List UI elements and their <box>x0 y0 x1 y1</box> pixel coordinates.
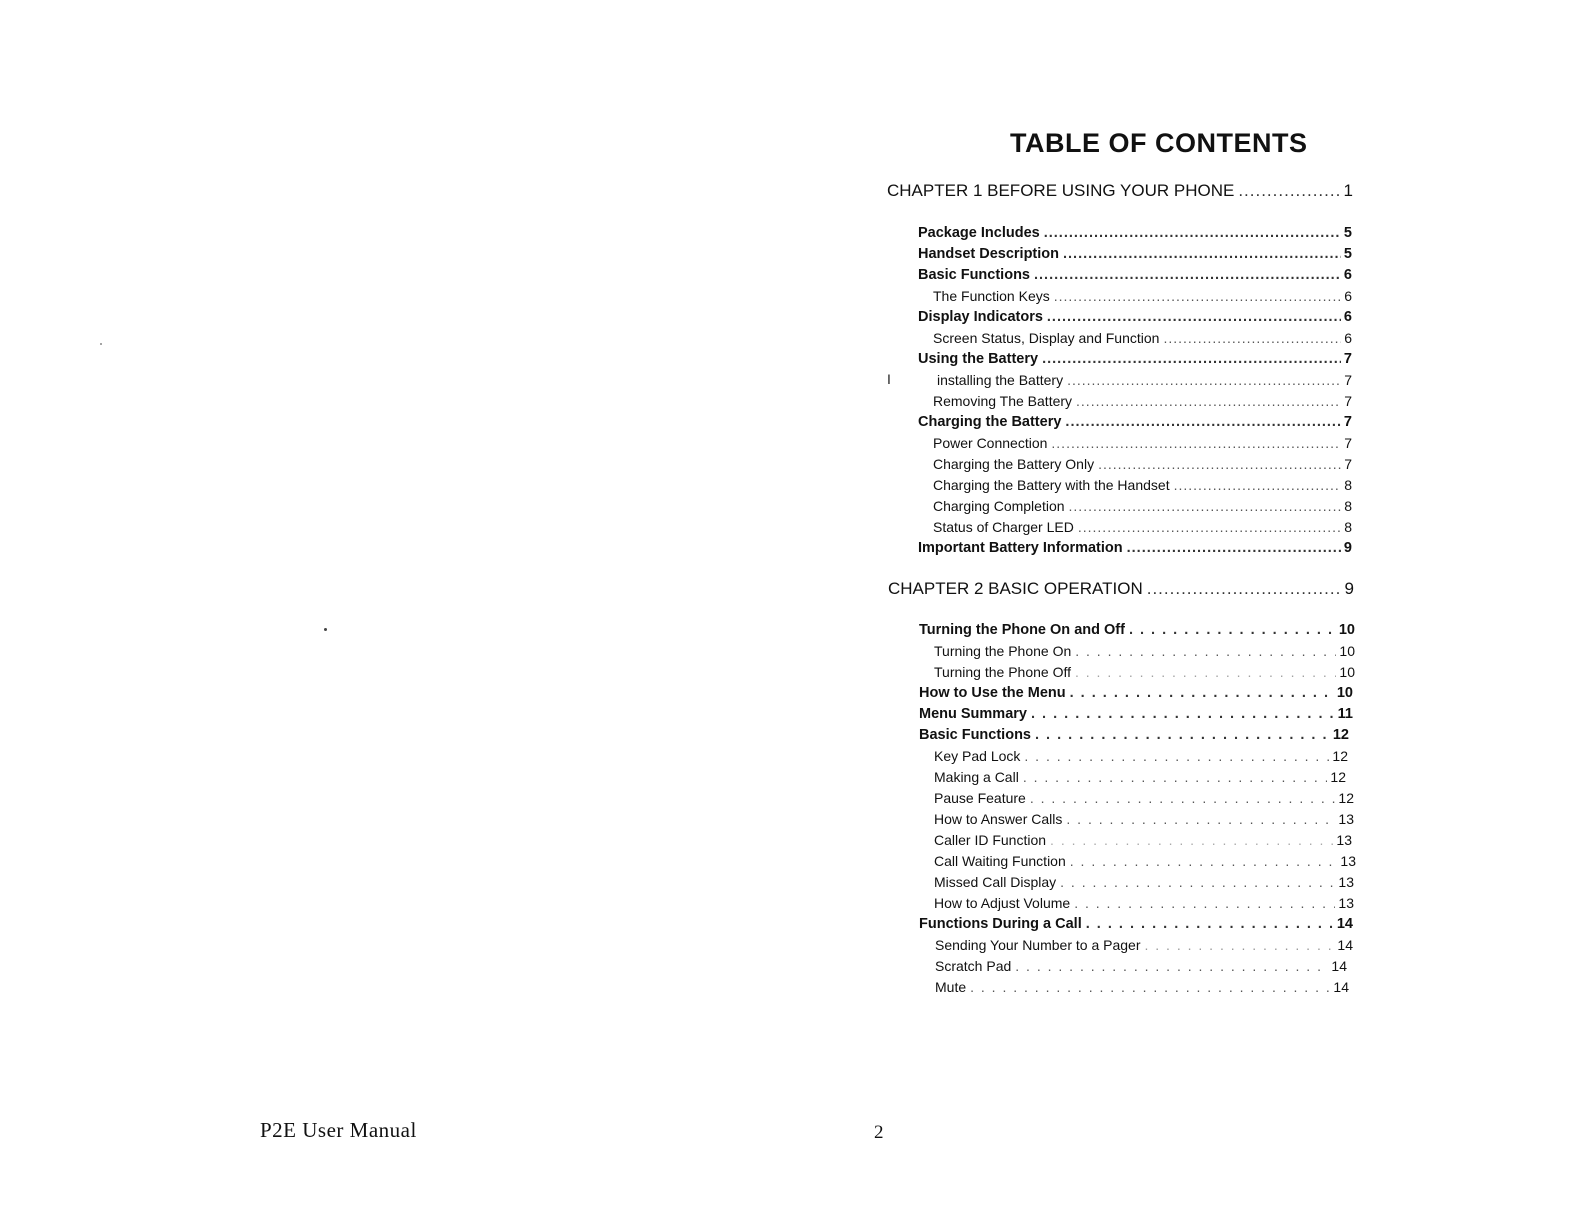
dot-leader <box>1129 622 1336 638</box>
toc-page-number: 11 <box>1337 706 1353 722</box>
toc-entry-label: Status of Charger LED <box>933 519 1074 535</box>
toc-entry-label: Charging the Battery Only <box>933 456 1095 472</box>
toc-entry[interactable] <box>934 874 1354 890</box>
toc-entry[interactable] <box>933 519 1352 535</box>
toc-entry[interactable] <box>918 225 1352 241</box>
toc-page-number: 12 <box>1332 727 1349 743</box>
toc-page-number: 13 <box>1338 895 1354 911</box>
toc-title: TABLE OF CONTENTS <box>1010 128 1308 158</box>
toc-page-number: 10 <box>1336 685 1353 701</box>
footer-manual-name: P2E User Manual <box>260 1118 417 1142</box>
toc-entry[interactable] <box>919 706 1353 722</box>
toc-chapter-2[interactable] <box>888 579 1354 599</box>
dot-leader <box>1047 309 1341 325</box>
dot-leader <box>1051 435 1341 451</box>
dot-leader <box>1067 372 1341 388</box>
toc-entry-label: Charging Completion <box>933 498 1065 514</box>
toc-entry[interactable] <box>934 832 1352 848</box>
toc-entry-label: Menu Summary <box>919 706 1027 722</box>
dot-leader <box>1238 181 1340 201</box>
toc-entry[interactable] <box>918 309 1352 325</box>
dot-leader <box>1069 498 1342 514</box>
dot-leader <box>1044 225 1341 241</box>
dot-leader <box>1065 414 1341 430</box>
toc-page-number: 12 <box>1338 790 1354 806</box>
dot-leader <box>1050 832 1333 848</box>
dot-leader <box>1075 664 1336 680</box>
dot-leader <box>1070 853 1338 869</box>
toc-entry[interactable] <box>934 895 1354 911</box>
dot-leader <box>1035 727 1330 743</box>
toc-chapter-label: CHAPTER 2 BASIC OPERATION <box>888 579 1143 598</box>
toc-page-number: 14 <box>1336 916 1353 932</box>
toc-entry-label: Screen Status, Display and Function <box>933 330 1160 346</box>
toc-entry[interactable] <box>919 916 1353 932</box>
toc-page-number: 6 <box>1344 330 1352 346</box>
toc-entry[interactable] <box>935 958 1347 974</box>
dot-leader <box>1098 456 1341 472</box>
toc-page-number: 7 <box>1343 414 1352 430</box>
dot-leader <box>1023 769 1328 785</box>
toc-entry-label: Key Pad Lock <box>934 748 1021 764</box>
dot-leader <box>970 979 1330 995</box>
dot-leader <box>1015 958 1328 974</box>
toc-page-number: 12 <box>1332 748 1348 764</box>
toc-page-number: 13 <box>1340 853 1356 869</box>
toc-page-number: 7 <box>1344 372 1352 388</box>
toc-entry[interactable] <box>935 937 1353 953</box>
toc-entry-label: Functions During a Call <box>919 916 1082 932</box>
toc-page-number: 14 <box>1331 958 1347 974</box>
margin-mark: I <box>887 371 891 387</box>
toc-entry[interactable] <box>937 372 1352 388</box>
toc-entry-label: Important Battery Information <box>918 540 1123 556</box>
toc-entry-label: Handset Description <box>918 246 1059 262</box>
toc-entry[interactable] <box>918 246 1352 262</box>
dot-leader <box>1078 519 1341 535</box>
toc-page-number: 8 <box>1344 519 1352 535</box>
dot-leader <box>1086 916 1334 932</box>
dot-leader <box>1174 477 1342 493</box>
toc-entry[interactable] <box>919 685 1353 701</box>
toc-entry-label: Removing The Battery <box>933 393 1073 409</box>
toc-entry-label: installing the Battery <box>937 372 1064 388</box>
toc-entry-label: Turning the Phone Off <box>934 664 1071 680</box>
toc-entry[interactable] <box>934 790 1354 806</box>
toc-entry-label: Sending Your Number to a Pager <box>935 937 1141 953</box>
dot-leader <box>1163 330 1341 346</box>
toc-entry-label: Charging the Battery <box>918 414 1062 430</box>
toc-entry[interactable] <box>933 456 1352 472</box>
toc-page-number: 8 <box>1344 477 1352 493</box>
toc-page-number: 6 <box>1344 288 1352 304</box>
footer-page-number: 2 <box>874 1122 884 1143</box>
dot-leader <box>1030 790 1336 806</box>
toc-entry-label: The Function Keys <box>933 288 1050 304</box>
toc-entry[interactable] <box>933 393 1352 409</box>
toc-entry[interactable] <box>919 727 1349 743</box>
toc-page-number: 12 <box>1330 769 1346 785</box>
toc-entry-label: Call Waiting Function <box>934 853 1066 869</box>
toc-entry-label: Power Connection <box>933 435 1048 451</box>
dot-leader <box>1076 393 1341 409</box>
toc-page-number: 13 <box>1338 874 1354 890</box>
toc-page-number: 1 <box>1343 181 1353 200</box>
scan-speck <box>324 628 327 631</box>
toc-entry-label: How to Adjust Volume <box>934 895 1071 911</box>
toc-entry[interactable] <box>933 477 1352 493</box>
toc-entry-label: Turning the Phone On and Off <box>919 622 1125 638</box>
toc-entry[interactable] <box>934 811 1354 827</box>
toc-page-number: 10 <box>1338 622 1355 638</box>
toc-entry-label: Charging the Battery with the Handset <box>933 477 1170 493</box>
dot-leader <box>1031 706 1335 722</box>
toc-entry[interactable] <box>933 498 1352 514</box>
toc-entry[interactable] <box>919 622 1355 638</box>
dot-leader <box>1066 811 1335 827</box>
toc-entry[interactable] <box>934 769 1346 785</box>
toc-entry-label: Making a Call <box>934 769 1019 785</box>
dot-leader <box>1034 267 1341 283</box>
dot-leader <box>1054 288 1341 304</box>
dot-leader <box>1063 246 1341 262</box>
toc-entry[interactable] <box>935 979 1349 995</box>
toc-entry[interactable] <box>918 414 1352 430</box>
toc-entry-label: Turning the Phone On <box>934 643 1072 659</box>
toc-entry-label: Basic Functions <box>919 727 1031 743</box>
toc-entry[interactable] <box>918 540 1352 556</box>
toc-chapter-label: CHAPTER 1 BEFORE USING YOUR PHONE <box>887 181 1235 200</box>
toc-page-number: 9 <box>1344 579 1354 598</box>
toc-entry[interactable] <box>918 351 1352 367</box>
toc-page-number: 13 <box>1336 832 1352 848</box>
toc-page-number: 6 <box>1343 267 1352 283</box>
toc-entry-label: How to Use the Menu <box>919 685 1066 701</box>
dot-leader <box>1075 643 1336 659</box>
toc-page-number: 7 <box>1343 351 1352 367</box>
toc-page-number: 14 <box>1333 979 1349 995</box>
dot-leader <box>1060 874 1335 890</box>
toc-page-number: 6 <box>1343 309 1352 325</box>
toc-page-number: 5 <box>1343 246 1352 262</box>
toc-entry-label: Pause Feature <box>934 790 1026 806</box>
toc-entry-label: Package Includes <box>918 225 1040 241</box>
dot-leader <box>1147 579 1342 599</box>
toc-entry[interactable] <box>918 267 1352 283</box>
toc-entry-label: Using the Battery <box>918 351 1039 367</box>
dot-leader <box>1127 540 1341 556</box>
scan-speck <box>100 343 102 345</box>
toc-page-number: 7 <box>1344 393 1352 409</box>
toc-entry-label: Missed Call Display <box>934 874 1057 890</box>
dot-leader <box>1144 937 1334 953</box>
toc-page-number: 7 <box>1344 456 1352 472</box>
toc-entry[interactable] <box>933 330 1352 346</box>
toc-entry-label: How to Answer Calls <box>934 811 1063 827</box>
toc-page-number: 13 <box>1338 811 1354 827</box>
toc-entry[interactable] <box>933 288 1352 304</box>
toc-entry-label: Caller ID Function <box>934 832 1047 848</box>
dot-leader <box>1070 685 1334 701</box>
toc-page-number: 9 <box>1343 540 1352 556</box>
dot-leader <box>1074 895 1335 911</box>
dot-leader <box>1042 351 1341 367</box>
toc-page-number: 7 <box>1344 435 1352 451</box>
toc-entry[interactable] <box>934 643 1355 659</box>
toc-entry[interactable] <box>934 748 1348 764</box>
toc-entry-label: Scratch Pad <box>935 958 1012 974</box>
toc-entry-label: Display Indicators <box>918 309 1043 325</box>
toc-page-number: 8 <box>1344 498 1352 514</box>
toc-page-number: 14 <box>1337 937 1353 953</box>
toc-entry-label: Basic Functions <box>918 267 1030 283</box>
toc-entry[interactable] <box>934 664 1355 680</box>
toc-entry[interactable] <box>933 435 1352 451</box>
toc-chapter-1[interactable] <box>887 181 1353 201</box>
toc-page-number: 10 <box>1339 664 1355 680</box>
toc-page-number: 5 <box>1343 225 1352 241</box>
toc-entry[interactable] <box>934 853 1356 869</box>
dot-leader <box>1024 748 1329 764</box>
toc-page-number: 10 <box>1339 643 1355 659</box>
toc-entry-label: Mute <box>935 979 967 995</box>
